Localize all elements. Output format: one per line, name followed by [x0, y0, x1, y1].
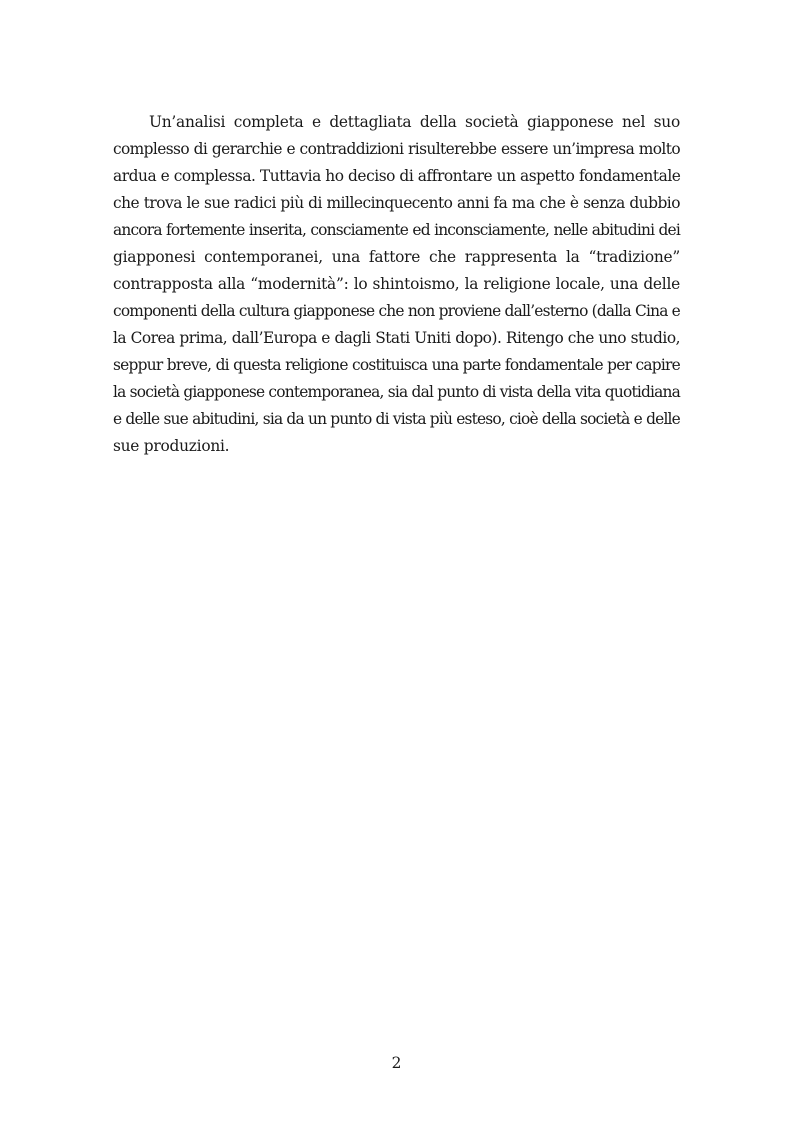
paragraph-line: contrapposta alla “modernità”: lo shintoismo, la religione locale, una delle — [113, 275, 680, 293]
paragraph-line: componenti della cultura giapponese che non proviene dall’esterno (dalla Cina e — [113, 302, 680, 320]
paragraph-line: ancora fortemente inserita, consciamente ed inconsciamente, nelle abitudini dei — [113, 221, 680, 239]
paragraph-line: seppur breve, di questa religione costituisca una parte fondamentale per capire — [113, 356, 680, 374]
paragraph-line: ardua e complessa. Tuttavia ho deciso di affrontare un aspetto fondamentale — [113, 167, 681, 185]
paragraph-line: la Corea prima, dall’Europa e dagli Stati Uniti dopo). Ritengo che uno studio, — [113, 329, 680, 347]
paragraph-line: la società giapponese contemporanea, sia dal punto di vista della vita quotidiana — [113, 383, 680, 401]
paragraph-line: giapponesi contemporanei, una fattore che rappresenta la “tradizione” — [113, 248, 680, 266]
paragraph-line: sue produzioni. — [113, 437, 230, 455]
page-number: 2 — [391, 1054, 402, 1072]
paragraph-line: Un’analisi completa e dettagliata della società giapponese nel suo — [149, 113, 680, 131]
body-paragraph — [113, 109, 680, 460]
paragraph-line: che trova le sue radici più di millecinquecento anni fa ma che è senza dubbio — [113, 194, 680, 212]
paragraph-line: complesso di gerarchie e contraddizioni risulterebbe essere un’impresa molto — [113, 140, 680, 158]
paragraph-line: e delle sue abitudini, sia da un punto di vista più esteso, cioè della società e delle — [113, 410, 680, 428]
